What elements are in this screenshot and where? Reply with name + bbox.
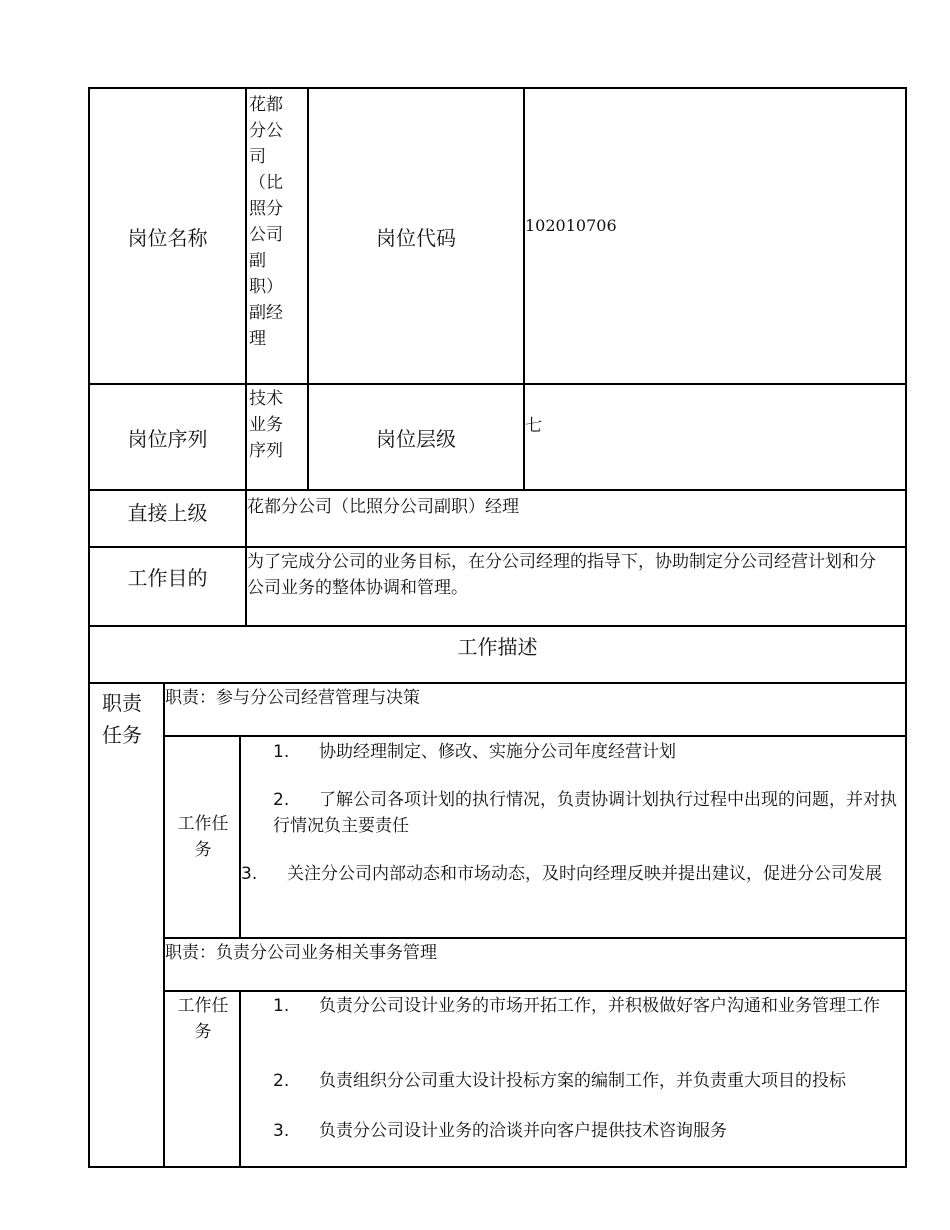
- row-divider: [164, 937, 907, 939]
- task-item: [273, 787, 899, 839]
- position-name-value: 花都分公司（比照分公司副职）副经理: [249, 95, 283, 349]
- table-border-right: [905, 87, 907, 1168]
- superior-value: 花都分公司（比照分公司副职）经理: [247, 497, 519, 517]
- task-number: 1.: [273, 996, 290, 1016]
- task-number: 2.: [273, 1071, 290, 1091]
- task-text: 负责组织分公司重大设计投标方案的编制工作，并负责重大项目的投标: [319, 1071, 846, 1091]
- purpose-label: 工作目的: [127, 565, 208, 590]
- column-divider: [239, 735, 241, 938]
- position-level-value: 七: [525, 416, 542, 436]
- row-divider: [164, 735, 907, 737]
- task-item: [241, 861, 891, 887]
- task-text: 负责分公司设计业务的洽谈并向客户提供技术咨询服务: [319, 1121, 727, 1141]
- task-number: 2.: [273, 790, 290, 810]
- task-text: 关注分公司内部动态和市场动态，及时向经理反映并提出建议，促进分公司发展: [287, 864, 882, 884]
- duty-title: 职责：负责分公司业务相关事务管理: [165, 943, 437, 963]
- position-code-value: 102010706: [525, 216, 617, 235]
- task-number: 1.: [273, 742, 290, 762]
- task-item: [273, 739, 899, 765]
- task-number: 3.: [273, 1121, 290, 1141]
- task-text: 负责分公司设计业务的市场开拓工作，并积极做好客户沟通和业务管理工作: [319, 996, 880, 1016]
- duty-title: 职责：参与分公司经营管理与决策: [165, 688, 420, 708]
- task-label: 工作任务: [177, 814, 229, 860]
- row-divider: [88, 682, 907, 684]
- row-divider: [164, 990, 907, 992]
- purpose-value: 为了完成分公司的业务目标，在分公司经理的指导下，协助制定分公司经营计划和分公司业务的整体协调和管理。: [247, 552, 876, 598]
- work-description-title: 工作描述: [457, 634, 538, 659]
- task-item: [273, 1118, 903, 1144]
- superior-label: 直接上级: [127, 500, 208, 525]
- task-label: 工作任务: [177, 996, 229, 1042]
- column-divider: [163, 682, 165, 1168]
- column-divider: [239, 990, 241, 1168]
- job-description-table: [88, 87, 907, 1168]
- task-item: [273, 993, 903, 1019]
- position-sequence-label: 岗位序列: [127, 426, 208, 451]
- task-text: 协助经理制定、修改、实施分公司年度经营计划: [319, 742, 676, 762]
- position-name-label: 岗位名称: [127, 225, 208, 250]
- task-text: 了解公司各项计划的执行情况，负责协调计划执行过程中出现的问题，并对执行情况负主要责任: [273, 790, 897, 836]
- position-level-label: 岗位层级: [376, 426, 456, 451]
- task-item: [273, 1068, 903, 1094]
- task-number: 3.: [241, 864, 258, 884]
- position-code-label: 岗位代码: [376, 225, 456, 250]
- position-sequence-value: 技术业务序列: [249, 389, 283, 461]
- table-border-bottom: [88, 1166, 907, 1168]
- duties-side-label: 职责任务: [102, 691, 142, 747]
